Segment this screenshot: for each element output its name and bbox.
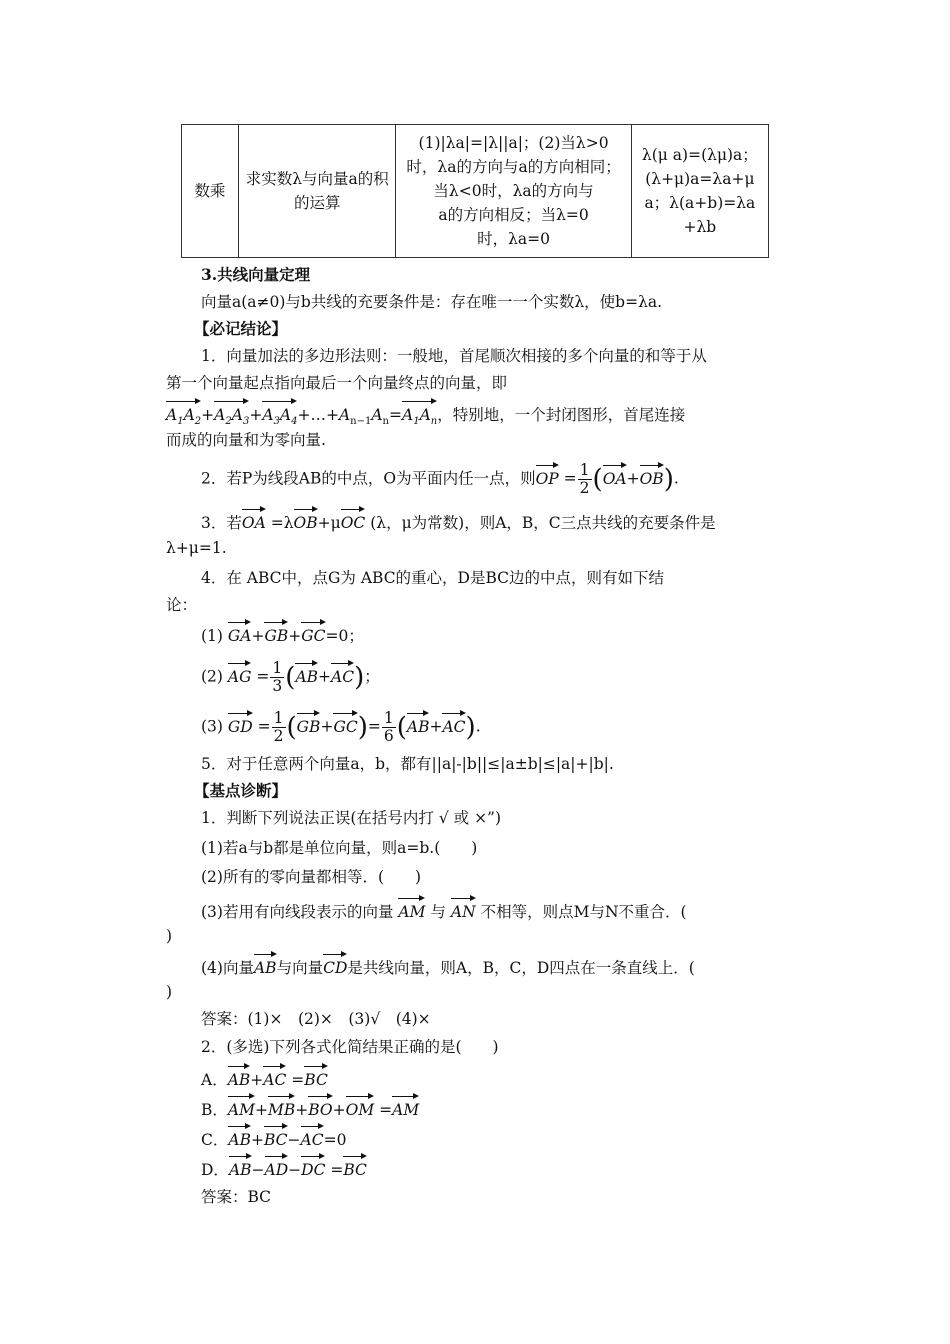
vector-A2A3: $A_2A_3$ — [214, 400, 249, 433]
vector-AB: AB — [228, 1125, 251, 1151]
question-item — [201, 897, 687, 923]
conclusion-text: 3．若 — [201, 514, 242, 532]
vector-OC: OC — [341, 508, 366, 534]
item-label: (2) — [201, 667, 223, 686]
conclusion-text: 1．向量加法的多边形法则：一般地，首尾顺次相接的多个向量的和等于从 — [201, 347, 707, 365]
definition-cell: 求实数λ与向量a的积的运算 — [239, 125, 396, 258]
diagnosis-heading: 【基点诊断】 — [194, 781, 288, 800]
conclusion-text: 第一个向量起点指向最后一个向量终点的向量，即 — [166, 374, 508, 392]
op-name-cell: 数乘 — [182, 125, 239, 258]
conclusion-text: 5．对于任意两个向量a，b，都有||a|-|b||≤|a±b|≤|a|+|b|. — [201, 755, 614, 773]
question-text: 不相等，则点M与N不重合．( — [480, 903, 687, 921]
conclusion-text: ，特别地，一个封闭图形，首尾连接 — [437, 406, 686, 424]
question-text: 是共线向量，则A，B，C，D四点在一条直线上．( — [347, 959, 695, 977]
vector-AM: AM — [398, 897, 425, 923]
rule-line: a的方向相反；当λ=0 — [438, 206, 589, 224]
close-paren: ) — [166, 927, 173, 945]
vector-GC: GC — [333, 712, 357, 738]
option-label: A． — [201, 1071, 228, 1089]
question: 1．判断下列说法正误(在括号内打 √ 或 ×”) — [201, 809, 502, 827]
option-label: C． — [201, 1131, 229, 1149]
centroid-formula-1: (1) GA+GB+GC=0； — [201, 621, 364, 647]
vector-AB: AB — [254, 953, 277, 979]
fraction: $\frac{1}{6}$ — [383, 709, 394, 745]
vector-AD: AD — [265, 1155, 289, 1181]
vector-AN: AN — [451, 897, 476, 923]
item-label: (1) — [201, 627, 223, 645]
option-d: D．AB−AD−DC =BC — [201, 1155, 367, 1181]
option-label: D． — [201, 1161, 229, 1179]
vector-AC: AC — [301, 1125, 324, 1151]
table-row — [182, 125, 769, 258]
vector-AG: AG — [228, 662, 252, 688]
vector-OA: OA — [603, 464, 627, 490]
polygon-rule-formula: $A_1A_2+A_2A_3+A_3A_4+\dots+A_{n-1}A_n=A_1A_n$，特别地，一个封闭图形，首尾连接 — [166, 400, 685, 433]
vector-OB: OB — [640, 464, 664, 490]
fraction: $\frac{1}{2}$ — [273, 709, 284, 745]
vector-A3A4: $A_3A_4$ — [262, 400, 297, 433]
vector-AM: AM — [392, 1095, 419, 1121]
vector-DC: DC — [301, 1155, 325, 1181]
question-item: (1)若a与b都是单位向量，则a=b.( ) — [201, 839, 478, 857]
rule-cell — [396, 125, 631, 258]
collinear-formula: 3．若OA =λOB+μOC (λ，μ为常数)，则A，B，C三点共线的充要条件是 — [201, 508, 716, 534]
conclusion-text: 而成的向量和为零向量. — [166, 431, 326, 449]
answer: 答案：(1)× (2)× (3)√ (4)× — [201, 1010, 431, 1028]
question-text: 与向量 — [276, 959, 324, 977]
question-text: (4)向量 — [201, 959, 254, 977]
section-body: 向量a(a≠0)与b共线的充要条件是：存在唯一一个实数λ，使b=λa. — [201, 293, 663, 311]
vector-GC: GC — [301, 621, 325, 647]
item-label: (3) — [201, 717, 223, 736]
vector-OP: OP — [536, 464, 559, 490]
conclusion-text: 4．在 ABC中，点G为 ABC的重心，D是BC边的中点，则有如下结 — [201, 569, 665, 587]
law-line: (λ+μ)a=λa+μ a；λ(a+b)=λa +λb — [644, 170, 756, 236]
centroid-formula-2: (2) AG = $\frac{1}{3}$ (AB+AC)； — [201, 659, 380, 695]
conclusion-text: =0； — [325, 627, 364, 645]
vector-AM: AM — [228, 1095, 255, 1121]
vector-CD: CD — [323, 953, 347, 979]
vector-GB: GB — [264, 621, 288, 647]
vector-AC: AC — [442, 712, 465, 738]
option-label: B． — [201, 1101, 228, 1119]
question: 2．(多选)下列各式化简结果正确的是( ) — [201, 1038, 499, 1056]
vector-GD: GD — [228, 712, 253, 738]
midpoint-formula: 2．若P为线段AB的中点，O为平面内任一点，则OP = $\frac{1}{2}$ (OA+OB). — [201, 461, 679, 497]
rule-line: 时，λa=0 — [477, 230, 551, 248]
conclusion-text: 2．若P为线段AB的中点，O为平面内任一点，则 — [201, 469, 536, 488]
question-text: (3)若用有向线段表示的向量 — [201, 903, 394, 921]
question-item: (2)所有的零向量都相等．( ) — [201, 868, 422, 886]
option-a: A．AB+AC =BC — [201, 1065, 328, 1091]
law-cell — [631, 125, 768, 258]
vector-A1An: $A_1A_n$ — [402, 400, 437, 433]
vector-BC: BC — [264, 1125, 288, 1151]
vector-AB: AB — [228, 1065, 251, 1091]
vector-AC: AC — [331, 662, 354, 688]
answer: 答案：BC — [201, 1188, 272, 1206]
vector-AB: AB — [295, 662, 318, 688]
conclusion-text: (λ，μ为常数)，则A，B，C三点共线的充要条件是 — [370, 514, 716, 532]
vector-OA: OA — [242, 508, 266, 534]
vector-A1A2: $A_1A_2$ — [166, 400, 201, 433]
option-c: C．AB+BC−AC=0 — [201, 1125, 346, 1151]
option-b: B．AM+MB+BO+OM =AM — [201, 1095, 419, 1121]
section-title: 3.共线向量定理 — [201, 265, 311, 284]
question-text: 与 — [430, 903, 446, 921]
operation-table — [181, 124, 769, 258]
vector-BC: BC — [343, 1155, 367, 1181]
rule-line: 时，λa的方向与a的方向相同；当λ<0时，λa的方向与 — [406, 158, 621, 200]
vector-GA: GA — [228, 621, 252, 647]
vector-OB: OB — [294, 508, 318, 534]
vector-AB: AB — [407, 712, 430, 738]
conclusions-heading: 【必记结论】 — [194, 319, 288, 338]
rule-line: (1)|λa|=|λ||a|；(2)当λ>0 — [418, 134, 609, 152]
vector-AB: AB — [229, 1155, 252, 1181]
vector-AC: AC — [263, 1065, 286, 1091]
vector-BC: BC — [304, 1065, 328, 1091]
vector-MB: MB — [268, 1095, 295, 1121]
conclusion-text: λ+μ=1. — [166, 539, 227, 557]
vector-OM: OM — [346, 1095, 375, 1121]
centroid-formula-3: (3) GD = $\frac{1}{2}$ (GB+GC)= $\frac{1}{6}$ (AB+AC). — [201, 709, 481, 745]
vector-GB: GB — [297, 712, 321, 738]
question-item — [201, 953, 695, 979]
close-paren: ) — [166, 983, 173, 1001]
fraction: $\frac{1}{3}$ — [272, 659, 283, 695]
option-text: =0 — [323, 1131, 347, 1149]
vector-BO: BO — [308, 1095, 332, 1121]
law-line: λ(μ a)=(λμ)a； — [641, 146, 758, 164]
conclusion-text: 论： — [166, 596, 198, 614]
fraction: $\frac{1}{2}$ — [579, 461, 590, 497]
